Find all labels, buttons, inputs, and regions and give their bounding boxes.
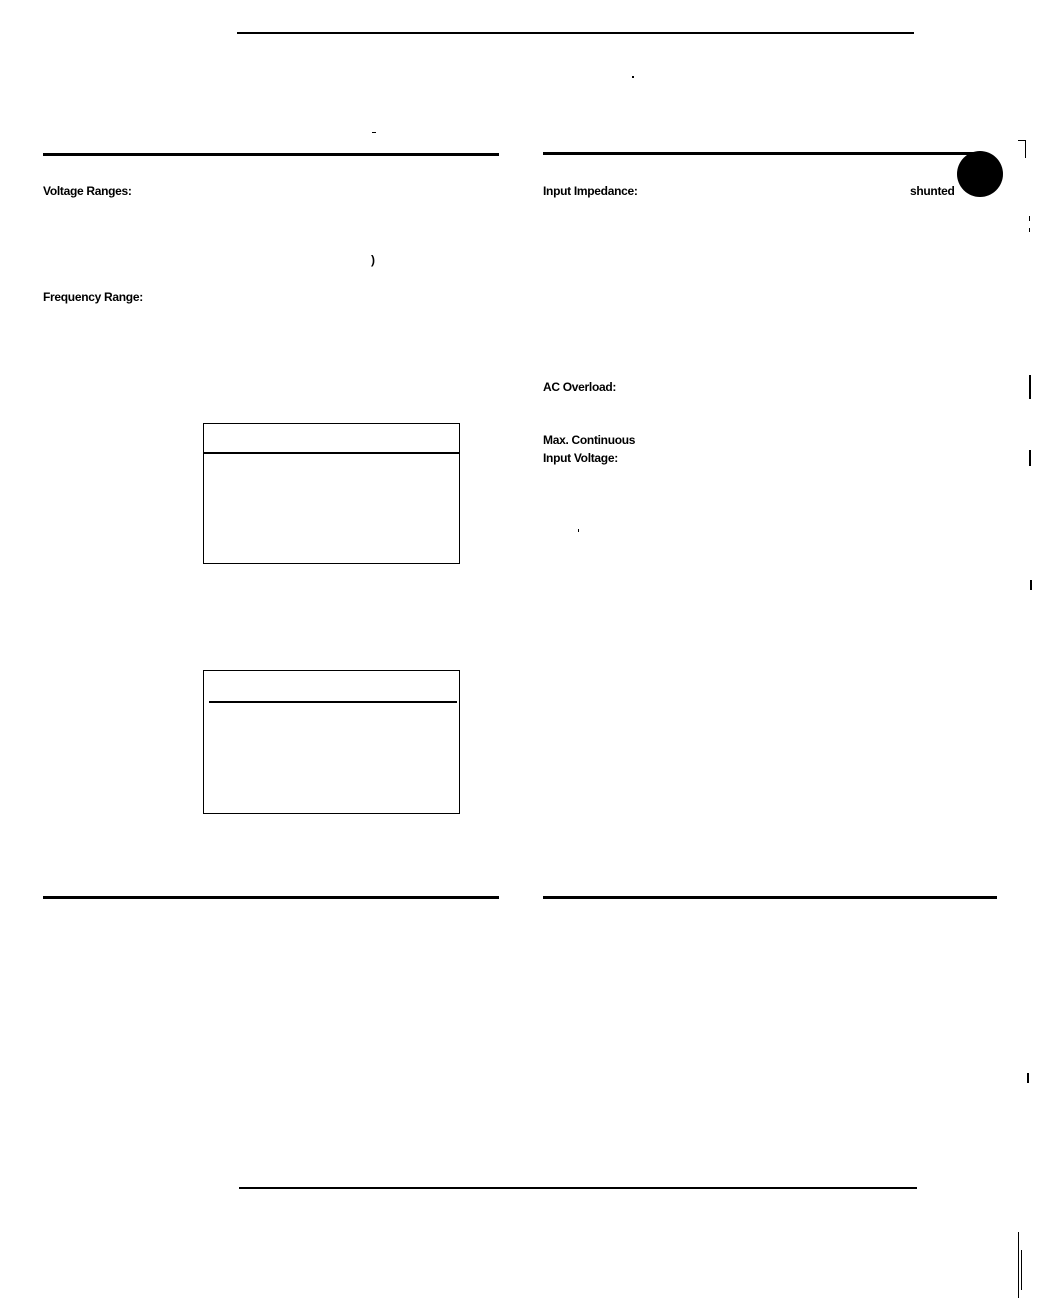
right-section-top-rule [543,152,980,155]
edge-mark [1021,1250,1022,1290]
paren-mark: ) [371,253,375,267]
max-continuous-label: Max. Continuous [543,433,636,447]
scan-speck [578,529,579,532]
left-section-top-rule [43,153,499,156]
edge-mark [1025,140,1026,158]
table-box-2-header-rule [209,701,457,703]
ac-overload-label: AC Overload: [543,380,617,394]
filled-circle-marker [957,151,1003,197]
frequency-range-label: Frequency Range: [43,290,143,304]
bottom-page-rule [239,1187,917,1189]
edge-mark [1029,228,1030,232]
table-box-2 [203,670,460,814]
input-voltage-label: Input Voltage: [543,451,618,465]
shunted-text: shunted [910,184,955,198]
scan-speck [372,132,376,133]
edge-mark [1027,1073,1029,1083]
edge-mark [1029,216,1030,221]
table-box-1-header-rule [204,452,459,454]
voltage-ranges-label: Voltage Ranges: [43,184,132,198]
scan-speck [632,76,634,78]
edge-mark [1018,1232,1019,1298]
table-box-1 [203,423,460,564]
input-impedance-label: Input Impedance: [543,184,638,198]
edge-mark [1029,375,1031,399]
edge-mark [1030,580,1032,590]
left-section-bottom-rule [43,896,499,899]
right-section-bottom-rule [543,896,997,899]
top-page-rule [237,32,914,34]
edge-mark [1029,450,1031,466]
